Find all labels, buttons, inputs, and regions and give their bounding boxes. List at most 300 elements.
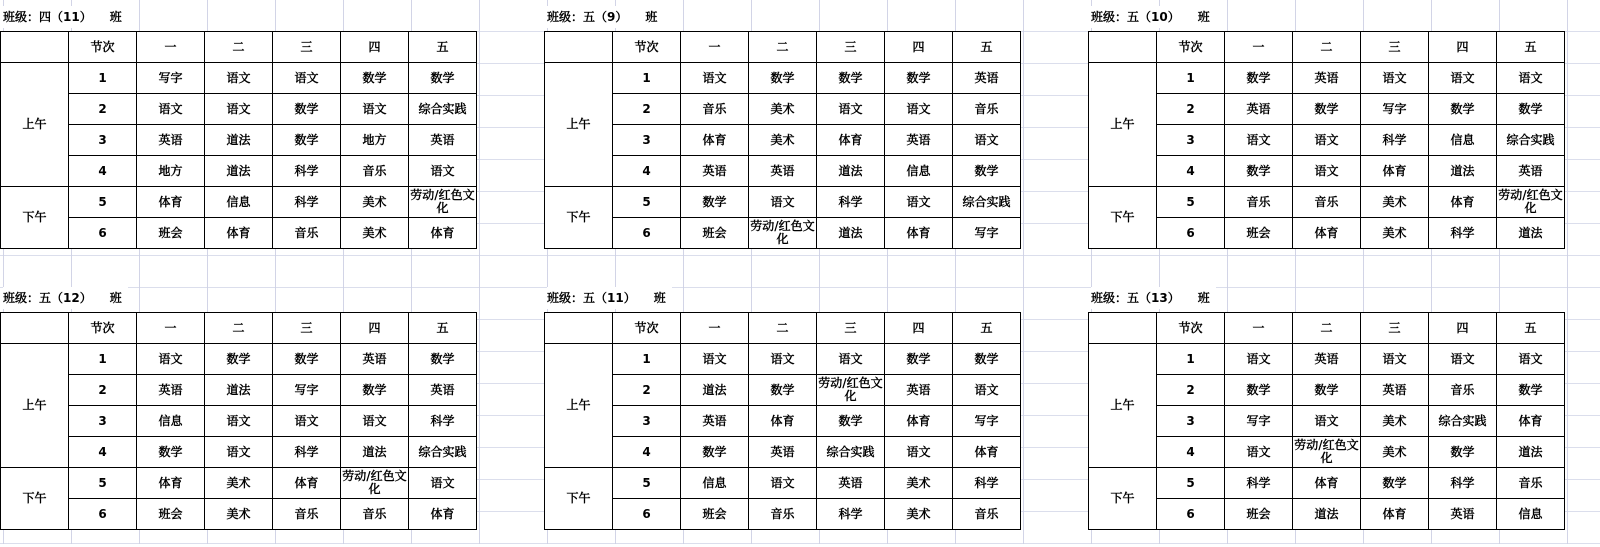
subject-cell: 英语 — [885, 125, 953, 156]
day-header: 二 — [749, 313, 817, 344]
subject-cell: 语文 — [885, 187, 953, 218]
timetable-grid — [0, 31, 477, 249]
period-number: 5 — [69, 187, 137, 218]
class-suffix: 班 — [653, 291, 666, 305]
subject-cell: 语文 — [817, 94, 885, 125]
subject-cell: 数学 — [817, 63, 885, 94]
day-header: 四 — [885, 32, 953, 63]
class-suffix: 班 — [645, 10, 658, 24]
period-row — [1089, 125, 1565, 156]
period-number: 6 — [1157, 218, 1225, 249]
period-number: 5 — [69, 468, 137, 499]
day-header: 一 — [1225, 32, 1293, 63]
subject-cell: 科学 — [273, 437, 341, 468]
period-number: 4 — [69, 437, 137, 468]
subject-cell: 语文 — [273, 406, 341, 437]
morning-label: 上午 — [1089, 63, 1157, 187]
subject-cell: 语文 — [681, 344, 749, 375]
subject-cell: 体育 — [137, 187, 205, 218]
class-prefix: 班级： — [547, 291, 584, 305]
afternoon-label: 下午 — [1, 187, 69, 249]
subject-cell: 数学 — [341, 375, 409, 406]
subject-cell: 写字 — [953, 406, 1021, 437]
corner-cell — [1, 32, 69, 63]
period-row — [545, 406, 1021, 437]
class-prefix: 班级： — [3, 291, 40, 305]
class-grade: 五 — [1127, 291, 1140, 305]
subject-cell: 数学 — [1293, 375, 1361, 406]
subject-cell: 道法 — [1293, 499, 1361, 530]
day-header: 二 — [1293, 32, 1361, 63]
subject-cell: 美术 — [749, 125, 817, 156]
subject-cell: 语文 — [409, 156, 477, 187]
subject-cell: 语文 — [205, 406, 273, 437]
subject-cell: 英语 — [1429, 499, 1497, 530]
subject-cell: 音乐 — [273, 218, 341, 249]
afternoon-label: 下午 — [545, 187, 613, 249]
subject-cell: 语文 — [1497, 344, 1565, 375]
period-header: 节次 — [1157, 32, 1225, 63]
subject-cell: 美术 — [749, 94, 817, 125]
subject-cell: 语文 — [1497, 63, 1565, 94]
subject-cell: 地方 — [341, 125, 409, 156]
subject-cell: 班会 — [137, 499, 205, 530]
subject-cell: 班会 — [1225, 499, 1293, 530]
period-row — [1089, 468, 1565, 499]
subject-cell: 体育 — [885, 406, 953, 437]
period-row — [545, 156, 1021, 187]
period-row — [1089, 375, 1565, 406]
subject-cell: 语文 — [953, 125, 1021, 156]
subject-cell: 数学 — [749, 63, 817, 94]
timetable-grid — [544, 31, 1021, 249]
subject-cell: 综合实践 — [409, 94, 477, 125]
subject-cell: 科学 — [1429, 468, 1497, 499]
subject-cell: 班会 — [137, 218, 205, 249]
subject-cell: 语文 — [817, 344, 885, 375]
day-header: 四 — [341, 313, 409, 344]
period-row — [545, 375, 1021, 406]
subject-cell: 体育 — [681, 125, 749, 156]
subject-cell: 音乐 — [1429, 375, 1497, 406]
subject-cell: 道法 — [341, 437, 409, 468]
class-number: （11） — [595, 291, 636, 305]
subject-cell: 数学 — [1225, 156, 1293, 187]
subject-cell: 美术 — [885, 468, 953, 499]
subject-cell: 数学 — [273, 94, 341, 125]
subject-cell: 数学 — [1497, 375, 1565, 406]
class-number: （10） — [1139, 10, 1180, 24]
subject-cell: 数学 — [409, 63, 477, 94]
period-row — [1, 156, 477, 187]
subject-cell: 数学 — [817, 406, 885, 437]
subject-cell: 语文 — [953, 375, 1021, 406]
morning-label: 上午 — [545, 63, 613, 187]
subject-cell: 综合实践 — [953, 187, 1021, 218]
subject-cell: 语文 — [885, 437, 953, 468]
period-row — [1089, 437, 1565, 468]
class-prefix: 班级： — [1091, 10, 1128, 24]
period-number: 2 — [69, 375, 137, 406]
subject-cell: 语文 — [749, 344, 817, 375]
period-number: 5 — [1157, 187, 1225, 218]
timetable-grid — [0, 312, 477, 530]
period-number: 6 — [613, 218, 681, 249]
period-row — [1089, 406, 1565, 437]
class-number: （9） — [595, 10, 628, 24]
day-header: 四 — [885, 313, 953, 344]
period-number: 4 — [69, 156, 137, 187]
subject-cell: 英语 — [885, 375, 953, 406]
day-header: 三 — [273, 32, 341, 63]
subject-cell: 语文 — [205, 94, 273, 125]
period-number: 6 — [69, 218, 137, 249]
class-grade: 五 — [1127, 10, 1140, 24]
period-number: 5 — [613, 468, 681, 499]
day-header: 二 — [749, 32, 817, 63]
period-number: 1 — [69, 344, 137, 375]
subject-cell: 美术 — [1361, 406, 1429, 437]
subject-cell: 音乐 — [953, 499, 1021, 530]
subject-cell: 数学 — [137, 437, 205, 468]
subject-cell: 数学 — [1429, 437, 1497, 468]
class-title — [3, 287, 128, 309]
subject-cell: 音乐 — [273, 499, 341, 530]
period-row — [1, 375, 477, 406]
period-row — [1089, 63, 1565, 94]
subject-cell: 英语 — [1225, 94, 1293, 125]
subject-cell: 体育 — [137, 468, 205, 499]
subject-cell: 数学 — [1293, 94, 1361, 125]
subject-cell: 音乐 — [341, 156, 409, 187]
corner-cell — [1, 313, 69, 344]
subject-cell: 英语 — [137, 375, 205, 406]
subject-cell: 语文 — [1293, 156, 1361, 187]
day-header: 三 — [273, 313, 341, 344]
subject-cell: 体育 — [409, 218, 477, 249]
day-header: 五 — [1497, 313, 1565, 344]
day-header: 五 — [1497, 32, 1565, 63]
period-number: 2 — [69, 94, 137, 125]
period-row — [1, 406, 477, 437]
subject-cell: 语文 — [1225, 125, 1293, 156]
class-prefix: 班级： — [547, 10, 584, 24]
day-header: 三 — [1361, 313, 1429, 344]
subject-cell: 科学 — [273, 156, 341, 187]
class-suffix: 班 — [1197, 291, 1210, 305]
class-title — [547, 287, 672, 309]
subject-cell: 体育 — [409, 499, 477, 530]
subject-cell: 音乐 — [341, 499, 409, 530]
afternoon-label: 下午 — [1, 468, 69, 530]
header-row — [1, 32, 477, 63]
afternoon-label: 下午 — [1089, 468, 1157, 530]
morning-label: 上午 — [545, 344, 613, 468]
subject-cell: 语文 — [273, 63, 341, 94]
period-header: 节次 — [613, 313, 681, 344]
subject-cell: 写字 — [1225, 406, 1293, 437]
subject-cell: 语文 — [1361, 63, 1429, 94]
class-title — [3, 6, 128, 28]
subject-cell: 科学 — [409, 406, 477, 437]
day-header: 一 — [681, 313, 749, 344]
subject-cell: 写字 — [137, 63, 205, 94]
period-row — [1, 125, 477, 156]
class-number: （13） — [1139, 291, 1180, 305]
period-number: 3 — [1157, 406, 1225, 437]
period-number: 6 — [613, 499, 681, 530]
period-number: 4 — [613, 437, 681, 468]
class-title — [547, 6, 663, 28]
period-number: 3 — [69, 406, 137, 437]
subject-cell: 数学 — [953, 344, 1021, 375]
day-header: 二 — [205, 32, 273, 63]
day-header: 二 — [205, 313, 273, 344]
subject-cell: 数学 — [885, 63, 953, 94]
header-row — [1, 313, 477, 344]
subject-cell: 语文 — [409, 468, 477, 499]
period-number: 1 — [1157, 63, 1225, 94]
timetable-grid — [544, 312, 1021, 530]
day-header: 一 — [137, 32, 205, 63]
corner-cell — [1089, 313, 1157, 344]
class-grade: 五 — [583, 291, 596, 305]
subject-cell: 语文 — [749, 187, 817, 218]
subject-cell: 科学 — [1361, 125, 1429, 156]
subject-cell: 科学 — [1429, 218, 1497, 249]
period-header: 节次 — [613, 32, 681, 63]
subject-cell: 综合实践 — [817, 437, 885, 468]
subject-cell: 语文 — [681, 63, 749, 94]
subject-cell: 综合实践 — [409, 437, 477, 468]
day-header: 五 — [953, 313, 1021, 344]
subject-cell: 数学 — [273, 344, 341, 375]
subject-cell: 体育 — [1293, 218, 1361, 249]
morning-label: 上午 — [1089, 344, 1157, 468]
period-header: 节次 — [1157, 313, 1225, 344]
subject-cell: 音乐 — [681, 94, 749, 125]
period-number: 1 — [1157, 344, 1225, 375]
class-timetable — [1088, 281, 1564, 547]
subject-cell: 科学 — [953, 468, 1021, 499]
subject-cell: 英语 — [749, 437, 817, 468]
class-grade: 四 — [39, 10, 52, 24]
period-row — [545, 187, 1021, 218]
subject-cell: 体育 — [953, 437, 1021, 468]
subject-cell: 语文 — [1225, 344, 1293, 375]
subject-cell: 数学 — [1225, 375, 1293, 406]
subject-cell: 劳动/红色文化 — [1497, 187, 1565, 218]
header-row — [1089, 313, 1565, 344]
subject-cell: 信息 — [885, 156, 953, 187]
subject-cell: 音乐 — [1497, 468, 1565, 499]
subject-cell: 体育 — [749, 406, 817, 437]
period-row — [1089, 94, 1565, 125]
subject-cell: 写字 — [1361, 94, 1429, 125]
subject-cell: 写字 — [273, 375, 341, 406]
subject-cell: 美术 — [205, 499, 273, 530]
subject-cell: 体育 — [1429, 187, 1497, 218]
period-row — [545, 344, 1021, 375]
period-number: 4 — [1157, 437, 1225, 468]
period-row — [1089, 344, 1565, 375]
class-timetable — [0, 0, 476, 266]
subject-cell: 语文 — [1293, 406, 1361, 437]
period-row — [545, 499, 1021, 530]
subject-cell: 班会 — [1225, 218, 1293, 249]
subject-cell: 体育 — [1361, 499, 1429, 530]
timetable-grid — [1088, 31, 1565, 249]
subject-cell: 音乐 — [749, 499, 817, 530]
day-header: 二 — [1293, 313, 1361, 344]
subject-cell: 语文 — [341, 94, 409, 125]
subject-cell: 英语 — [681, 406, 749, 437]
day-header: 四 — [1429, 313, 1497, 344]
subject-cell: 信息 — [205, 187, 273, 218]
period-row — [1, 218, 477, 249]
class-number: （12） — [51, 291, 92, 305]
subject-cell: 信息 — [1429, 125, 1497, 156]
day-header: 一 — [681, 32, 749, 63]
subject-cell: 语文 — [749, 468, 817, 499]
subject-cell: 英语 — [1293, 63, 1361, 94]
subject-cell: 语文 — [137, 94, 205, 125]
subject-cell: 语文 — [1429, 344, 1497, 375]
subject-cell: 数学 — [1429, 94, 1497, 125]
day-header: 三 — [817, 32, 885, 63]
period-number: 5 — [613, 187, 681, 218]
day-header: 三 — [817, 313, 885, 344]
period-number: 3 — [613, 125, 681, 156]
class-prefix: 班级： — [3, 10, 40, 24]
period-number: 3 — [69, 125, 137, 156]
subject-cell: 综合实践 — [1429, 406, 1497, 437]
subject-cell: 语文 — [137, 344, 205, 375]
subject-cell: 写字 — [953, 218, 1021, 249]
subject-cell: 美术 — [341, 218, 409, 249]
subject-cell: 英语 — [409, 375, 477, 406]
period-number: 4 — [613, 156, 681, 187]
afternoon-label: 下午 — [1089, 187, 1157, 249]
period-number: 2 — [1157, 94, 1225, 125]
subject-cell: 美术 — [1361, 437, 1429, 468]
subject-cell: 道法 — [1497, 218, 1565, 249]
subject-cell: 劳动/红色文化 — [1293, 437, 1361, 468]
subject-cell: 体育 — [1293, 468, 1361, 499]
morning-label: 上午 — [1, 63, 69, 187]
period-row — [1, 63, 477, 94]
subject-cell: 科学 — [1225, 468, 1293, 499]
subject-cell: 美术 — [341, 187, 409, 218]
subject-cell: 体育 — [1497, 406, 1565, 437]
period-row — [1089, 156, 1565, 187]
period-number: 4 — [1157, 156, 1225, 187]
subject-cell: 综合实践 — [1497, 125, 1565, 156]
subject-cell: 美术 — [885, 499, 953, 530]
day-header: 四 — [1429, 32, 1497, 63]
header-row — [545, 313, 1021, 344]
class-suffix: 班 — [1197, 10, 1210, 24]
subject-cell: 美术 — [1361, 218, 1429, 249]
subject-cell: 数学 — [885, 344, 953, 375]
subject-cell: 道法 — [1429, 156, 1497, 187]
subject-cell: 数学 — [273, 125, 341, 156]
subject-cell: 数学 — [1225, 63, 1293, 94]
subject-cell: 信息 — [681, 468, 749, 499]
period-number: 1 — [69, 63, 137, 94]
subject-cell: 语文 — [205, 437, 273, 468]
subject-cell: 英语 — [1497, 156, 1565, 187]
subject-cell: 地方 — [137, 156, 205, 187]
subject-cell: 英语 — [817, 468, 885, 499]
subject-cell: 语文 — [885, 94, 953, 125]
timetable-grid — [1088, 312, 1565, 530]
header-row — [545, 32, 1021, 63]
class-prefix: 班级： — [1091, 291, 1128, 305]
day-header: 三 — [1361, 32, 1429, 63]
period-row — [1, 187, 477, 218]
subject-cell: 语文 — [1429, 63, 1497, 94]
period-number: 3 — [1157, 125, 1225, 156]
subject-cell: 数学 — [749, 375, 817, 406]
subject-cell: 道法 — [205, 156, 273, 187]
day-header: 五 — [409, 313, 477, 344]
class-timetable — [544, 0, 1020, 266]
subject-cell: 道法 — [205, 125, 273, 156]
period-header: 节次 — [69, 313, 137, 344]
period-number: 6 — [1157, 499, 1225, 530]
subject-cell: 美术 — [1361, 187, 1429, 218]
subject-cell: 英语 — [409, 125, 477, 156]
subject-cell: 美术 — [205, 468, 273, 499]
subject-cell: 数学 — [681, 437, 749, 468]
period-number: 2 — [613, 94, 681, 125]
period-row — [545, 63, 1021, 94]
subject-cell: 科学 — [817, 499, 885, 530]
day-header: 四 — [341, 32, 409, 63]
subject-cell: 劳动/红色文化 — [341, 468, 409, 499]
subject-cell: 信息 — [137, 406, 205, 437]
subject-cell: 体育 — [1361, 156, 1429, 187]
period-row — [1, 344, 477, 375]
period-number: 2 — [613, 375, 681, 406]
subject-cell: 科学 — [273, 187, 341, 218]
subject-cell: 语文 — [1225, 437, 1293, 468]
subject-cell: 英语 — [681, 156, 749, 187]
corner-cell — [545, 313, 613, 344]
period-number: 5 — [1157, 468, 1225, 499]
subject-cell: 语文 — [1293, 125, 1361, 156]
period-row — [1089, 218, 1565, 249]
period-number: 1 — [613, 344, 681, 375]
subject-cell: 英语 — [1361, 375, 1429, 406]
subject-cell: 信息 — [1497, 499, 1565, 530]
subject-cell: 劳动/红色文化 — [409, 187, 477, 218]
subject-cell: 数学 — [1497, 94, 1565, 125]
subject-cell: 音乐 — [1293, 187, 1361, 218]
class-grade: 五 — [39, 291, 52, 305]
subject-cell: 英语 — [953, 63, 1021, 94]
subject-cell: 体育 — [273, 468, 341, 499]
period-number: 1 — [613, 63, 681, 94]
class-title — [1091, 287, 1216, 309]
period-header: 节次 — [69, 32, 137, 63]
subject-cell: 数学 — [681, 187, 749, 218]
day-header: 五 — [953, 32, 1021, 63]
period-row — [545, 125, 1021, 156]
class-suffix: 班 — [109, 291, 122, 305]
subject-cell: 音乐 — [1225, 187, 1293, 218]
